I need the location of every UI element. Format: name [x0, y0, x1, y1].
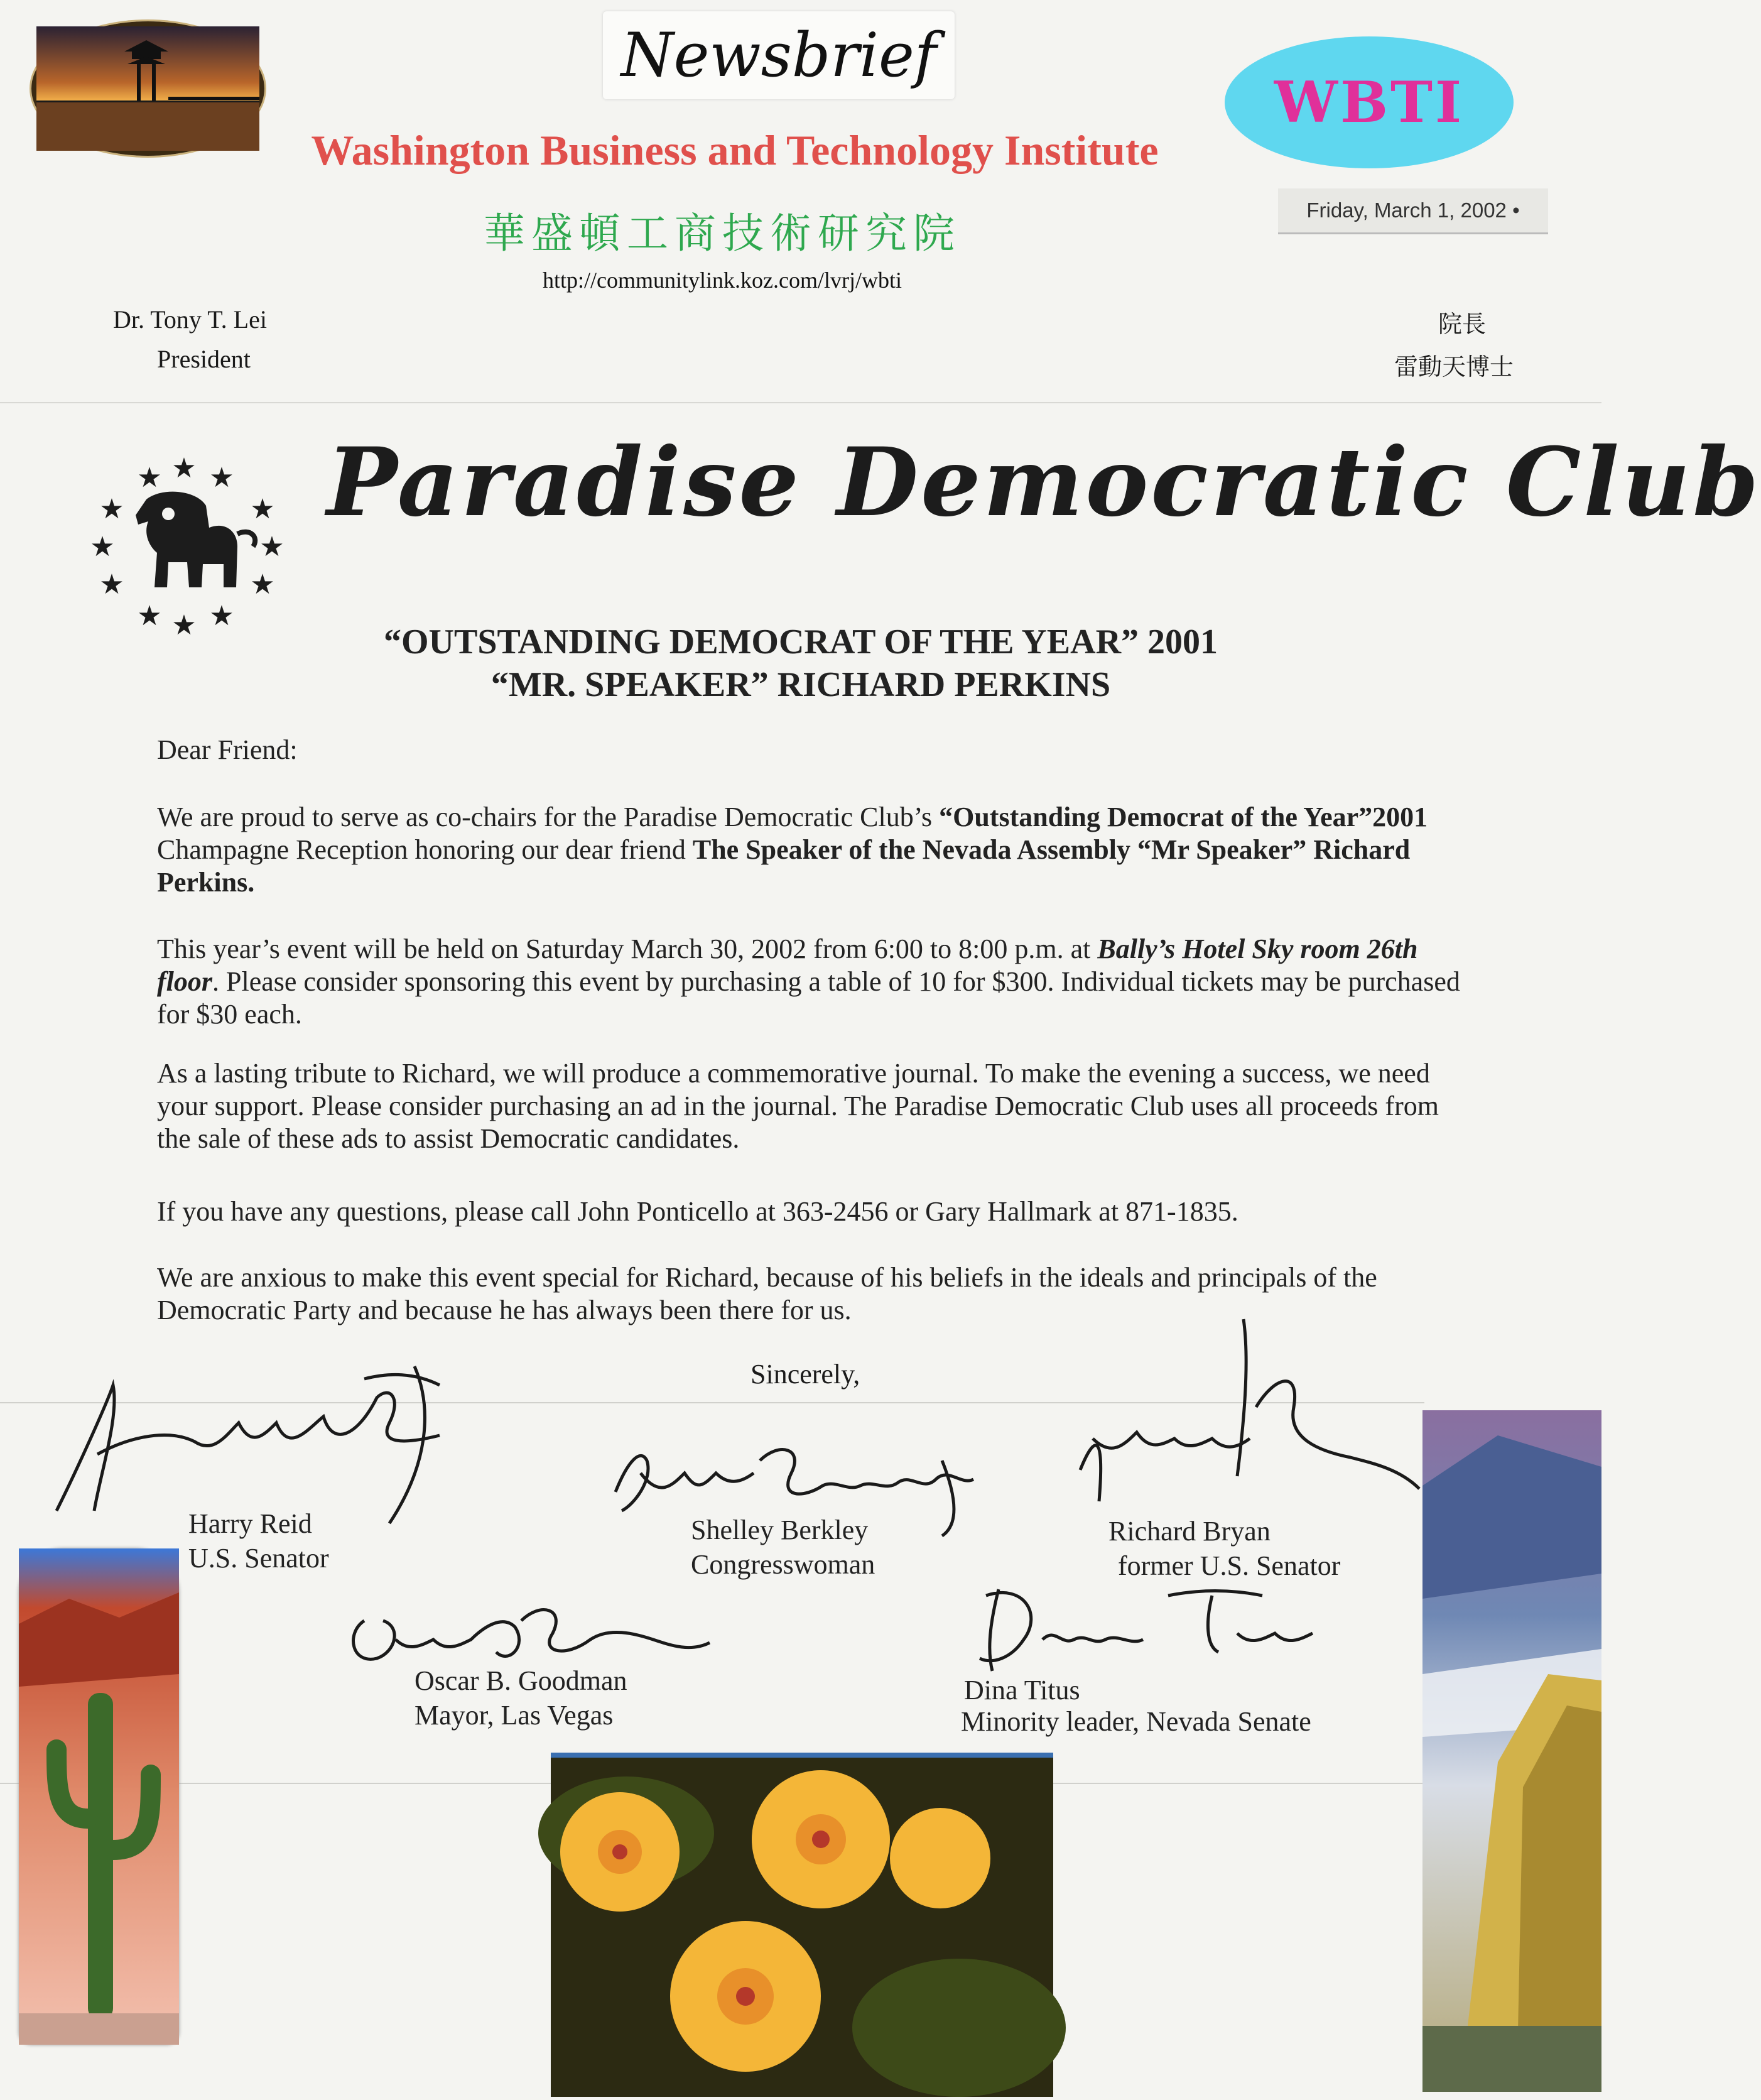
harry-reid-signature — [38, 1360, 477, 1530]
honoree-headline: “MR. SPEAKER” RICHARD PERKINS — [490, 665, 1111, 704]
svg-text:★: ★ — [209, 600, 234, 632]
dina-titus-signature — [967, 1570, 1319, 1677]
president-title: President — [157, 345, 251, 373]
closing: Sincerely, — [750, 1359, 860, 1390]
president-title-chinese: 院長 — [1438, 310, 1487, 338]
fold-divider — [0, 402, 1601, 403]
p1-award-name: “Outstanding Democrat of the Year”2001 — [939, 802, 1428, 832]
president-name: Dr. Tony T. Lei — [113, 305, 267, 334]
institute-name: Washington Business and Technology Institute — [311, 126, 1159, 174]
signer-name: Oscar B. Goodman — [415, 1665, 627, 1696]
date-clipping: Friday, March 1, 2002 • — [1278, 188, 1548, 234]
svg-text:★: ★ — [171, 609, 197, 641]
svg-text:★: ★ — [250, 493, 275, 525]
letter-paragraph-4: If you have any questions, please call John Ponticello at 363-2456 or Gary Hallmark at 871-1835. — [157, 1196, 1238, 1227]
salutation: Dear Friend: — [157, 734, 298, 765]
svg-text:★: ★ — [99, 493, 124, 525]
award-headline: “OUTSTANDING DEMOCRAT OF THE YEAR” 2001 — [383, 623, 1218, 661]
mountain-landscape-painting — [1422, 1410, 1601, 2092]
institute-url[interactable]: http://communitylink.koz.com/lvrj/wbti — [543, 268, 902, 293]
wbti-badge: WBTI — [1225, 36, 1514, 168]
svg-text:★: ★ — [137, 600, 162, 632]
signer-title: former U.S. Senator — [1118, 1550, 1341, 1581]
p2-venue: Bally’s Hotel Sky room 26th floor — [157, 933, 1418, 997]
signer-name: Harry Reid — [188, 1508, 312, 1539]
p2-text-c: . Please consider sponsoring this event by purchasing a table of 10 for $300. Individual tickets may be purchased for $30 each. — [157, 966, 1460, 1030]
oscar-goodman-signature — [339, 1583, 716, 1677]
letter-paragraph-5: We are anxious to make this event special for Richard, because of his beliefs in the ideals and principals of the Democratic Party and because he has always been there for us. — [157, 1262, 1377, 1325]
p1-text-a: We are proud to serve as co-chairs for the Paradise Democratic Club’s — [157, 802, 940, 832]
p1-text-c: Champagne Reception honoring our dear friend — [157, 834, 693, 865]
pagoda-sunset-photo — [31, 21, 264, 156]
p2-text-a: This year’s event will be held on Saturday March 30, 2002 from 6:00 to 8:00 p.m. at — [157, 933, 1098, 964]
signer-title: Mayor, Las Vegas — [415, 1700, 614, 1731]
democratic-donkey-logo — [80, 452, 300, 641]
signer-title: U.S. Senator — [188, 1543, 329, 1574]
svg-text:★: ★ — [209, 462, 234, 494]
signer-title: Congresswoman — [691, 1549, 875, 1580]
signer-name: Richard Bryan — [1108, 1516, 1271, 1547]
svg-text:★: ★ — [250, 569, 275, 601]
svg-text:★: ★ — [137, 462, 162, 494]
letter-paragraph-3: As a lasting tribute to Richard, we will produce a commemorative journal. To make the evening a success, we need your support. Please consider purchasing an ad in the journal. The Paradise Democratic Club uses all proceeds from the sale of these ads to assist Democratic candidates. — [157, 1058, 1439, 1154]
letter-paragraph-2 — [157, 933, 1476, 1031]
svg-text:★: ★ — [90, 531, 115, 563]
club-name: Paradise Democratic Club — [327, 427, 1761, 538]
letter-paragraph-1 — [157, 801, 1476, 899]
hibiscus-flowers-photo — [551, 1753, 1053, 2097]
president-name-chinese: 雷動天博士 — [1394, 353, 1514, 381]
signer-name: Shelley Berkley — [691, 1515, 869, 1545]
saguaro-cactus-card — [19, 1548, 179, 2045]
signer-name: Dina Titus — [964, 1675, 1080, 1706]
svg-text:★: ★ — [259, 531, 284, 563]
signer-title: Minority leader, Nevada Senate — [961, 1706, 1311, 1737]
newsbrief-label: Newsbrief — [603, 11, 955, 99]
svg-text:★: ★ — [99, 569, 124, 601]
institute-name-chinese: 華盛頓工商技術研究院 — [484, 209, 961, 258]
svg-text:★: ★ — [171, 452, 197, 484]
p1-honoree: The Speaker of the Nevada Assembly “Mr Speaker” Richard Perkins. — [157, 834, 1411, 898]
